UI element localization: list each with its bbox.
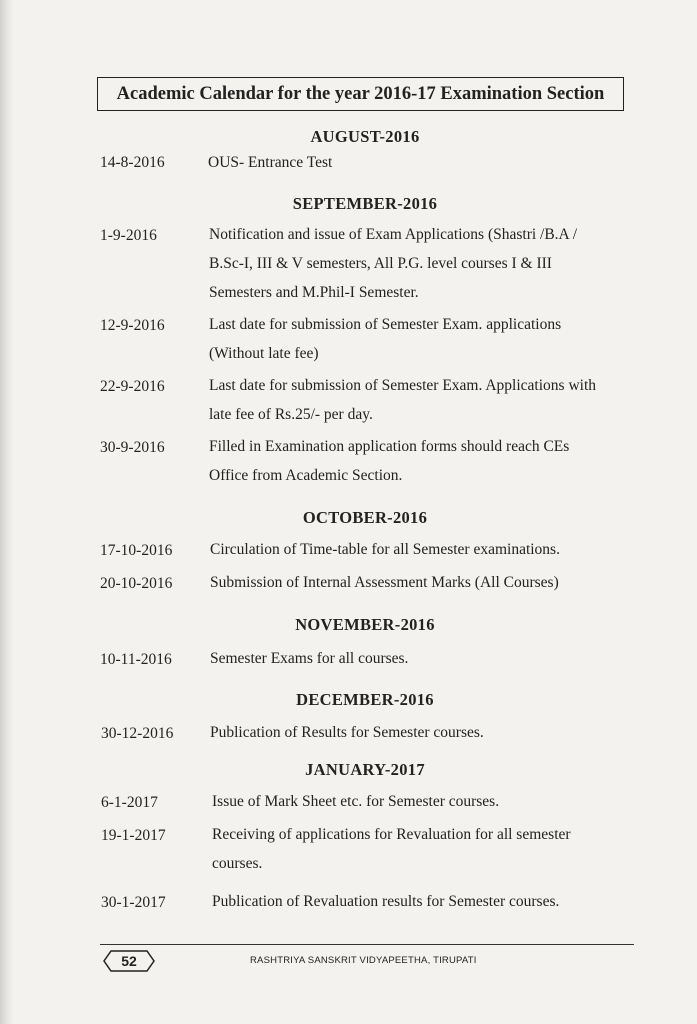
entry-date: 17-10-2016 <box>100 542 173 559</box>
page-title <box>97 77 624 111</box>
entry-date: 30-9-2016 <box>100 439 165 456</box>
entry-description: Notification and issue of Exam Applications (Shastri /B.A / B.Sc-I, III & V semesters, All P.G. level courses I & III Semesters and M.Phil-I Semester. <box>209 226 578 301</box>
month-heading-september: SEPTEMBER-2016 <box>292 194 438 213</box>
entry-description: Publication of Revaluation results for Semester courses. <box>212 893 560 910</box>
page-title-text: Academic Calendar for the year 2016-17 Examination Section <box>116 83 605 104</box>
entry-date: 6-1-2017 <box>101 794 158 811</box>
month-heading-november: NOVEMBER-2016 <box>295 615 435 634</box>
entry-date: 19-1-2017 <box>101 827 166 844</box>
entry-date: 30-12-2016 <box>101 725 174 742</box>
page-number: 52 <box>121 953 137 969</box>
month-heading-august: AUGUST-2016 <box>310 127 420 146</box>
entry-description: Semester Exams for all courses. <box>210 650 409 667</box>
entry-description: Circulation of Time-table for all Semester examinations. <box>210 541 560 558</box>
entry-date: 22-9-2016 <box>100 378 165 395</box>
entry-date: 1-9-2016 <box>100 227 157 244</box>
entry-date: 30-1-2017 <box>101 894 166 911</box>
footer-rule <box>100 944 634 945</box>
month-heading-october: OCTOBER-2016 <box>302 508 428 527</box>
entry-description: Last date for submission of Semester Exam. applications (Without late fee) <box>209 316 562 362</box>
entry-date: 10-11-2016 <box>100 651 172 668</box>
entry-description: Filled in Examination application forms should reach CEs Office from Academic Section. <box>209 438 570 484</box>
entry-description: Issue of Mark Sheet etc. for Semester courses. <box>212 793 500 810</box>
footer-publisher: RASHTRIYA SANSKRIT VIDYAPEETHA, TIRUPATI <box>250 955 477 966</box>
entry-description: Submission of Internal Assessment Marks (All Courses) <box>210 574 559 591</box>
entry-description: OUS- Entrance Test <box>208 154 333 171</box>
entry-date: 20-10-2016 <box>100 575 173 592</box>
entry-description: Receiving of applications for Revaluation for all semester courses. <box>212 826 571 872</box>
book-spine-shadow <box>0 0 14 1024</box>
entry-description: Publication of Results for Semester courses. <box>210 724 484 741</box>
page-number-badge <box>103 950 155 972</box>
entry-date: 12-9-2016 <box>100 317 165 334</box>
month-heading-december: DECEMBER-2016 <box>296 690 434 709</box>
month-heading-january: JANUARY-2017 <box>305 760 425 779</box>
entry-description: Last date for submission of Semester Exam. Applications with late fee of Rs.25/- per day. <box>209 377 597 423</box>
entry-date: 14-8-2016 <box>100 154 165 171</box>
